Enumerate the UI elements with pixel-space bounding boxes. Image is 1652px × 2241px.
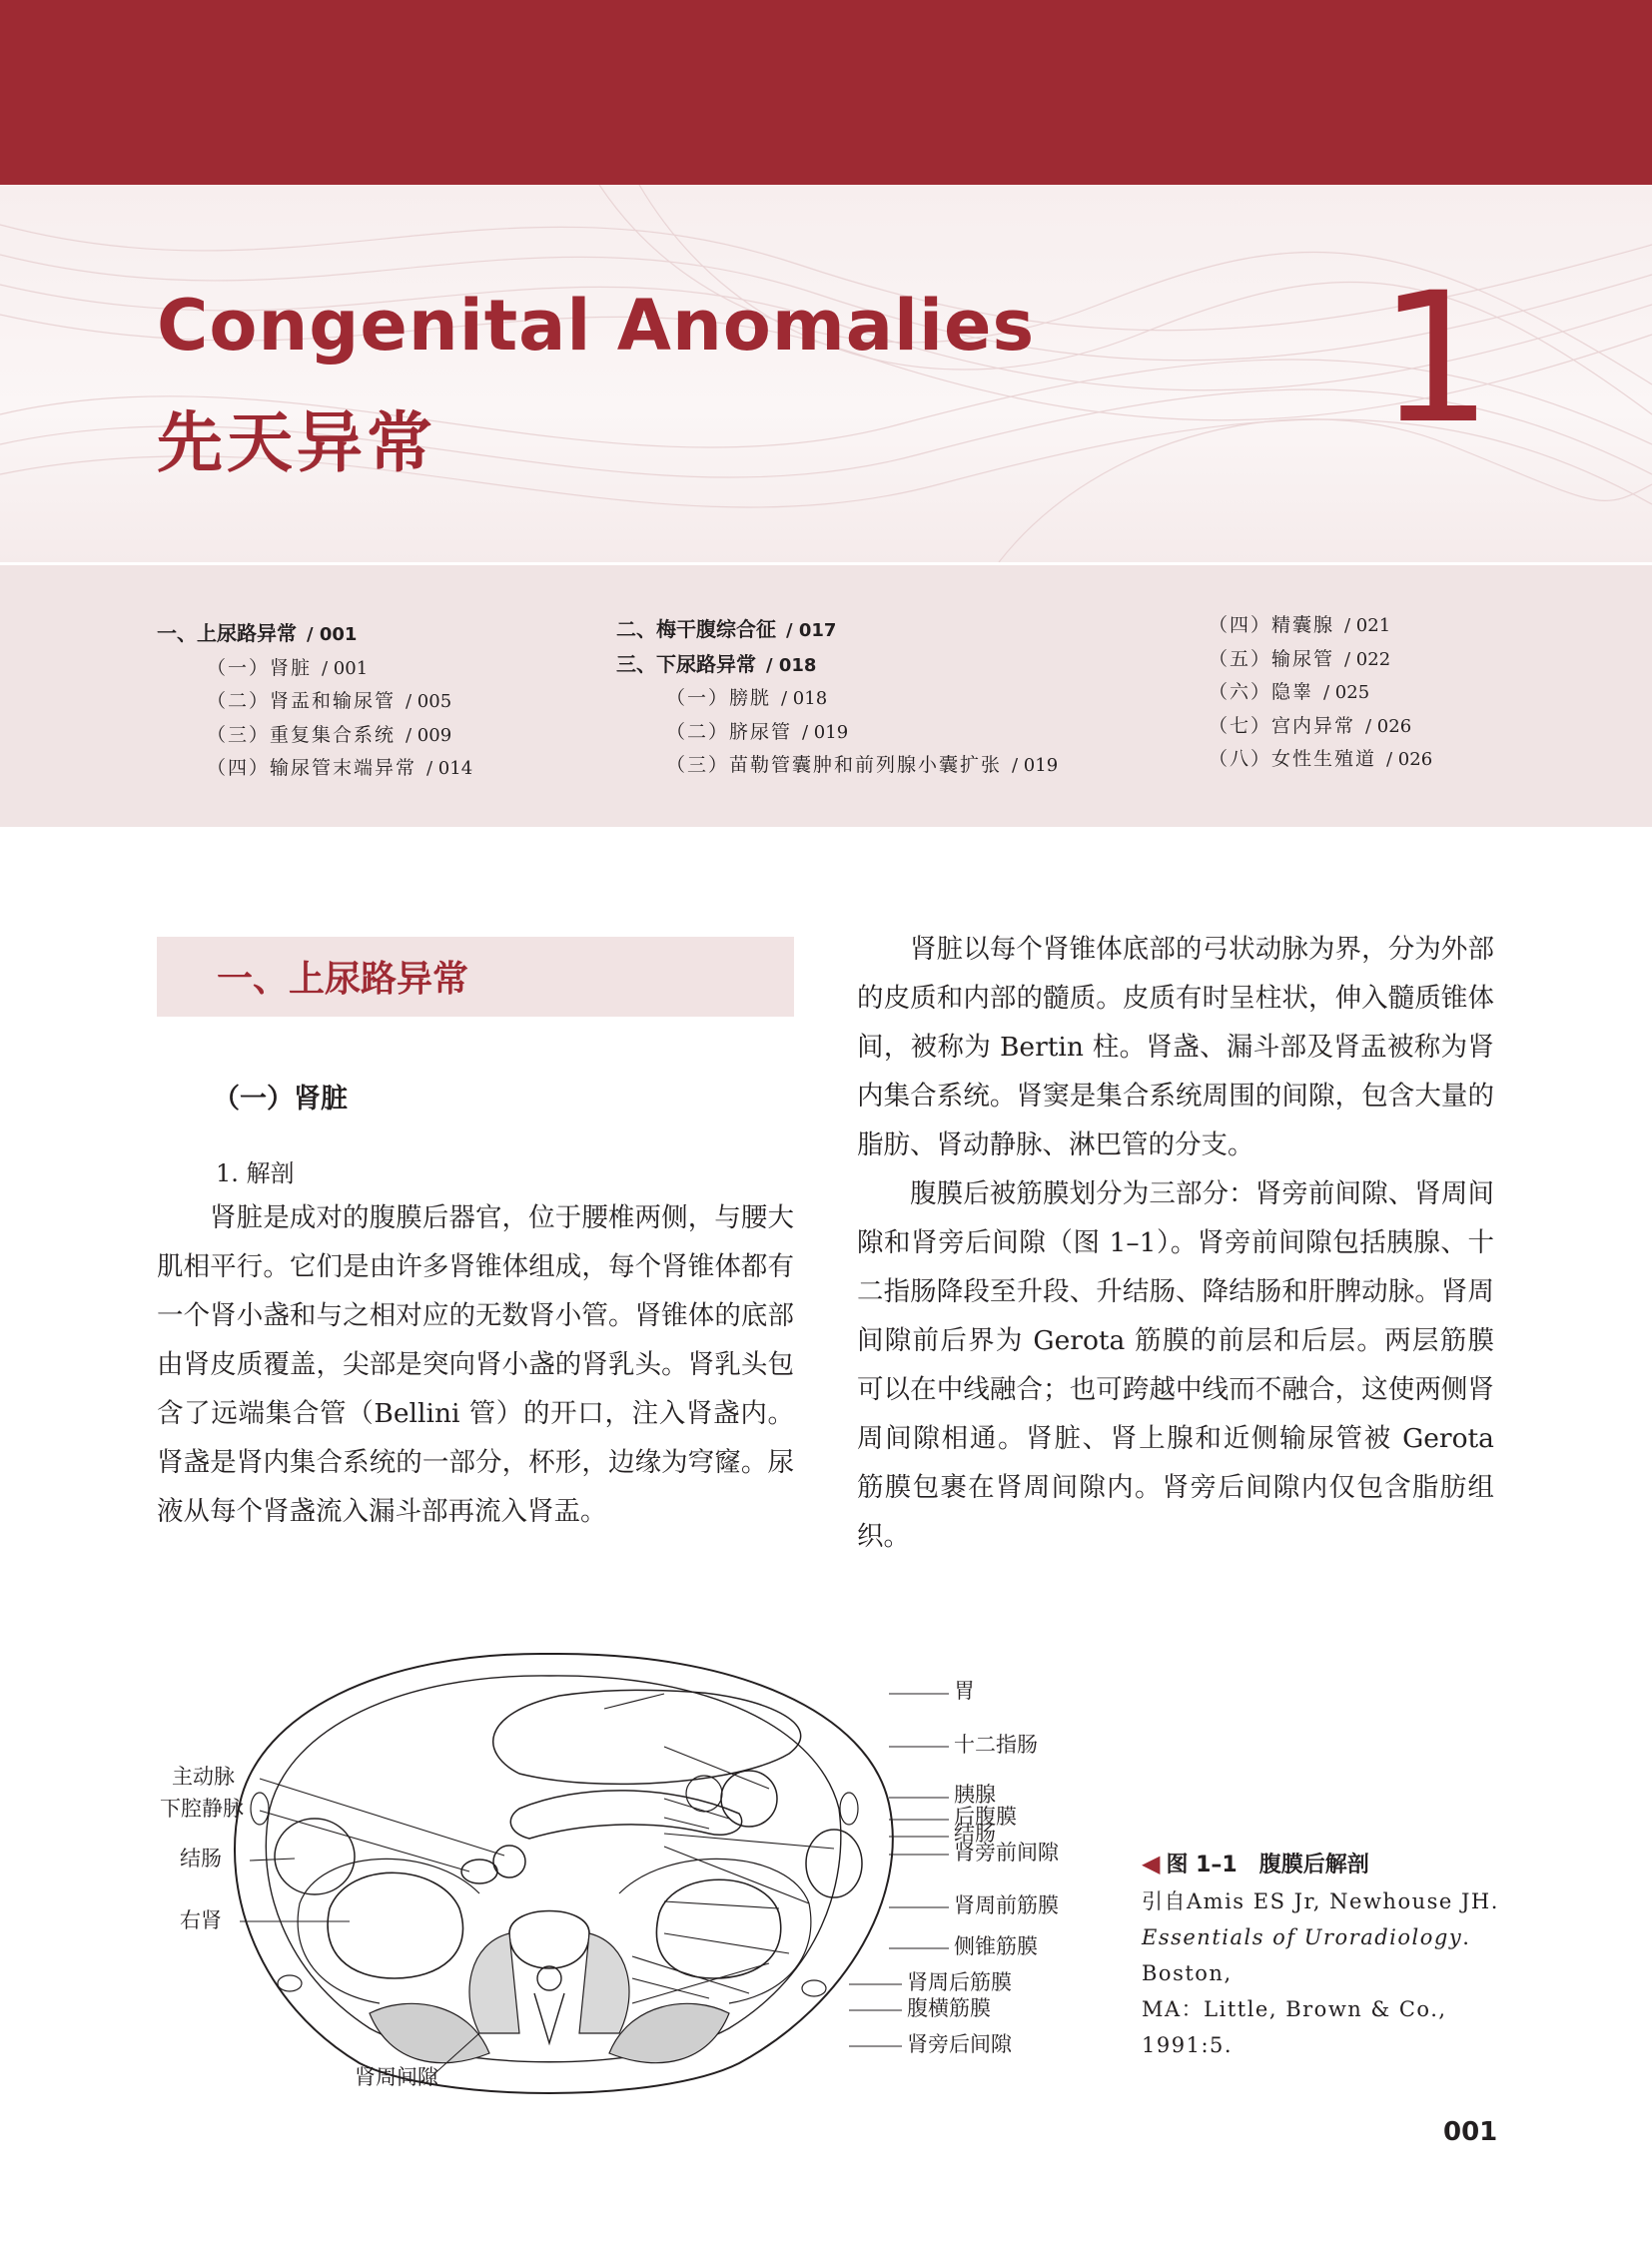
label-duodenum: 十二指肠 [954,1733,1038,1757]
label-aorta: 主动脉 [172,1765,235,1789]
toc-entry-page: / 025 [1323,682,1370,703]
table-of-contents [0,565,1652,827]
label-colon-right: 结肠 [180,1847,222,1870]
spinal-canal [537,1966,561,1990]
toc-entry-label: 三、下尿路异常 [616,651,756,676]
right-kidney [328,1872,462,1978]
toc-entry[interactable] [157,752,472,786]
toc-entry[interactable] [157,719,472,753]
toc-entry-label: （五）输尿管 [1209,647,1335,670]
toc-entry-page: / 001 [307,624,358,645]
toc-entry-page: / 018 [766,654,817,676]
caption-line-3: MA：Little, Brown & Co., 1991:5. [1142,1997,1447,2057]
toc-column-3 [1209,609,1432,777]
toc-entry-label: （七）宫内异常 [1209,714,1356,737]
toc-entry-page: / 022 [1344,648,1391,670]
toc-entry[interactable] [157,617,472,652]
toc-entry-page: / 017 [786,620,837,641]
toc-entry-label: （四）精囊腺 [1209,614,1335,636]
label-perirenal-space: 肾周间隙 [355,2065,438,2089]
stomach [493,1690,801,1784]
body-paragraph-right-2: 腹膜后被筋膜划分为三部分：肾旁前间隙、肾周间隙和肾旁后间隙（图 1–1）。肾旁前间隙包括胰腺、十二指肠降段至升段、升结肠、降结肠和肝脾动脉。肾周间隙前后界为 Gerota 筋膜的前层和后层。两层筋膜可以在中线融合；也可跨越中线而不融合，这使两侧肾周间隙相通。肾脏、肾上腺和近侧输尿管被 Gerota 筋膜包裹在肾周间隙内。肾旁后间隙内仅包含脂肪组织。 [857,1178,1494,1552]
gerota-fascia-right [298,1859,479,2003]
toc-entry[interactable] [616,648,1058,683]
body-paragraph-right-1: 肾脏以每个肾锥体底部的弓状动脉为界，分为外部的皮质和内部的髓质。皮质有时呈柱状，伸入髓质锥体间，被称为 Bertin 柱。肾盏、漏斗部及肾盂被称为肾内集合系统。肾窦是集合系统周围的间隙，包含大量的脂肪、肾动静脉、淋巴管的分支。 [857,934,1494,1160]
label-ivc: 下腔静脉 [160,1797,244,1821]
section-heading-bar [157,937,794,1017]
toc-entry-label: （二）肾盂和输尿管 [207,690,397,712]
toc-entry-label: 二、梅干腹综合征 [616,617,776,641]
header-bar [0,0,1652,185]
toc-entry-label: （一）肾脏 [207,656,313,679]
caption-line-1: 引自Amis ES Jr, Newhouse JH. [1142,1889,1499,1913]
body-outline [235,1654,893,2093]
toc-entry[interactable] [1209,609,1432,643]
toc-entry-label: （六）隐睾 [1209,681,1314,703]
toc-entry-label: （八）女性生殖道 [1209,748,1377,770]
left-colon-section [686,1776,722,1812]
toc-entry-label: （四）输尿管末端异常 [207,757,417,779]
toc-entry-page: / 009 [406,724,452,746]
label-lateroconal-fascia: 侧锥筋膜 [954,1934,1038,1958]
toc-entry-page: / 018 [781,688,828,709]
left-colon [806,1830,862,1897]
aorta [493,1846,525,1877]
toc-entry[interactable] [157,685,472,719]
body-paragraph-left: 肾脏是成对的腹膜后器官，位于腰椎两侧，与腰大肌相平行。它们是由许多肾锥体组成，每个肾锥体都有一个肾小盏和与之相对应的无数肾小管。肾锥体的底部由肾皮质覆盖，尖部是突向肾小盏的肾乳头。肾乳头包含了远端集合管（Bellini 管）的开口，注入肾盏内。肾盏是肾内集合系统的一部分，杯形，边缘为穹窿。尿液从每个肾盏流入漏斗部再流入肾盂。 [157,1202,794,1527]
label-colon-left: 结肠 [954,1822,996,1846]
toc-entry-label: （三）苗勒管囊肿和前列腺小囊扩张 [666,754,1003,776]
label-posterior-renal-fascia: 肾周后筋膜 [907,1970,1012,1994]
toc-column-1 [157,617,472,786]
toc-entry-page: / 026 [1365,715,1412,737]
toc-entry-label: 一、上尿路异常 [157,621,297,645]
toc-entry[interactable] [616,682,1058,716]
toc-entry-page: / 026 [1386,749,1433,770]
toc-entry[interactable] [1209,643,1432,677]
toc-column-2 [616,613,1058,783]
toc-entry-page: / 001 [322,657,369,679]
label-transversalis-fascia: 腹横筋膜 [907,1996,991,2020]
toc-entry-page: / 019 [1012,755,1059,776]
retroperitoneum-anatomy-figure [150,1634,1109,2103]
caption-title-row [1142,1846,1511,1883]
section-title: 一、上尿路异常 [217,958,469,1000]
caption-line-2 [1142,1919,1511,1991]
page-number: 001 [1443,2117,1498,2147]
label-anterior-pararenal-space: 肾旁前间隙 [954,1841,1059,1865]
toc-entry[interactable] [616,613,1058,648]
label-anterior-renal-fascia: 肾周前筋膜 [954,1893,1059,1917]
chapter-title-en: Congenital Anomalies [157,285,1036,367]
toc-entry-page: / 014 [426,758,473,779]
right-colon [275,1819,355,1894]
spinous-process [534,1993,564,2043]
label-right-kidney: 右肾 [180,1908,222,1932]
caption-book-title: Essentials of Uroradiology [1142,1925,1463,1949]
duodenum [721,1771,777,1827]
caption-line-2-rest: . Boston, [1142,1925,1471,1985]
toc-entry-label: （二）脐尿管 [666,720,793,743]
minor-heading: 1. 解剖 [216,1159,295,1187]
toc-entry[interactable] [616,716,1058,750]
toc-entry-label: （三）重复集合系统 [207,723,397,746]
toc-entry-label: （一）膀胱 [666,687,772,709]
toc-entry-page: / 021 [1344,615,1391,636]
pancreas [510,1791,741,1839]
toc-entry[interactable] [1209,710,1432,744]
triangle-left-icon: ◀ [1142,1850,1161,1877]
chapter-title-zh: 先天异常 [157,404,436,481]
toc-entry-page: / 019 [802,721,849,743]
caption-title: 图 1–1 腹膜后解剖 [1166,1853,1369,1877]
chapter-number: 1 [1378,255,1493,463]
label-pancreas: 胰腺 [954,1783,996,1807]
figure-caption [1142,1846,1511,2063]
label-stomach: 胃 [954,1679,975,1703]
left-kidney [656,1879,780,1978]
toc-entry[interactable] [157,652,472,686]
toc-entry[interactable] [1209,743,1432,777]
toc-entry-page: / 005 [406,691,452,712]
ivc [461,1860,497,1883]
subsection-title: （一）肾脏 [213,1084,348,1115]
toc-entry[interactable] [1209,676,1432,710]
vertebra [509,1911,589,1969]
label-retroperitoneum: 后腹膜 [954,1805,1017,1829]
label-posterior-pararenal-space: 肾旁后间隙 [907,2032,1012,2056]
toc-entry[interactable] [616,749,1058,783]
